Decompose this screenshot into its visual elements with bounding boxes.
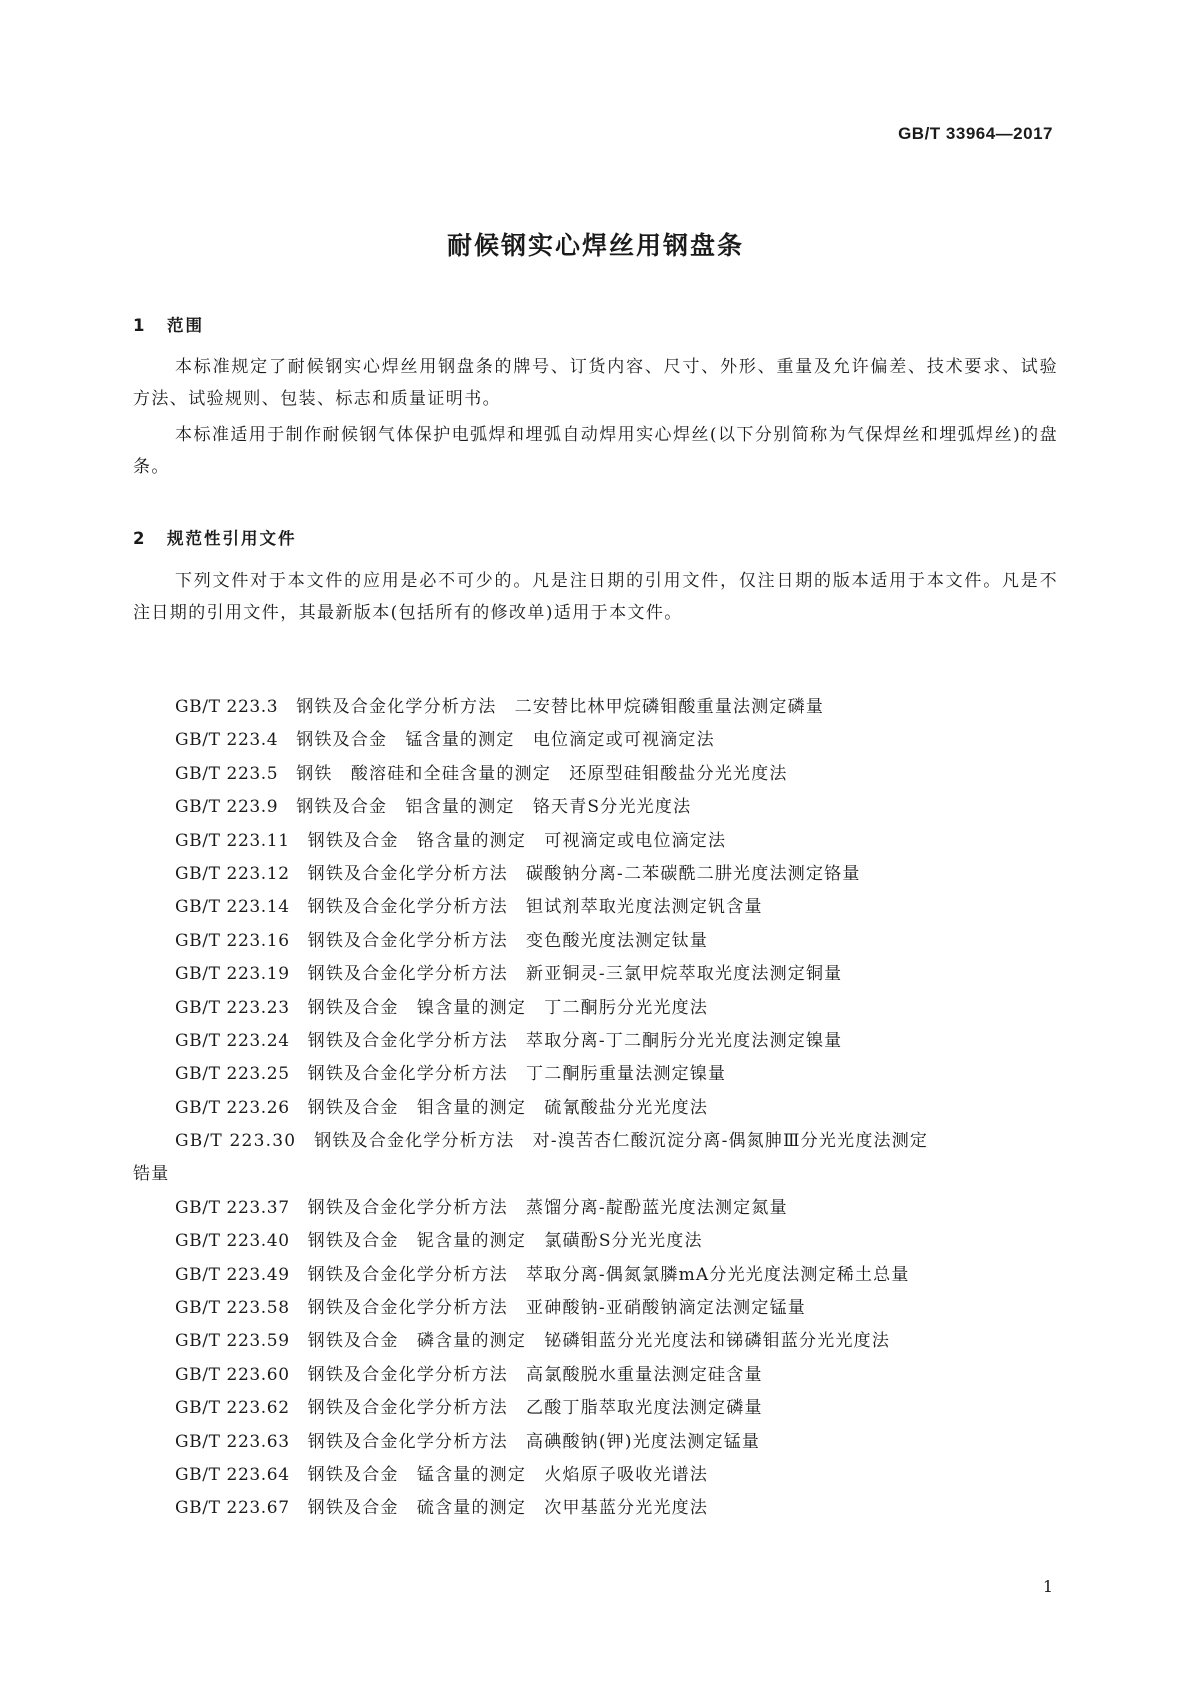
reference-code: GB/T 223.58 — [175, 1298, 290, 1319]
section-title: 规范性引用文件 — [167, 529, 297, 548]
reference-title: 钢铁及合金化学分析方法 萃取分离-偶氮氯膦mA分光光度法测定稀土总量 — [307, 1264, 910, 1285]
reference-code: GB/T 223.64 — [175, 1465, 290, 1486]
reference-item — [133, 992, 1058, 1025]
scope-paragraph-1: 本标准规定了耐候钢实心焊丝用钢盘条的牌号、订货内容、尺寸、外形、重量及允许偏差、技术要求、试验方法、试验规则、包装、标志和质量证明书。 — [133, 357, 1058, 409]
reference-title: 钢铁及合金化学分析方法 蒸馏分离-靛酚蓝光度法测定氮量 — [307, 1197, 788, 1218]
reference-code: GB/T 223.12 — [175, 863, 290, 884]
reference-title: 钢铁及合金 铬含量的测定 可视滴定或电位滴定法 — [307, 830, 727, 851]
reference-item — [133, 1092, 1058, 1125]
reference-item — [133, 1259, 1058, 1292]
reference-item — [133, 1225, 1058, 1258]
reference-item — [133, 1459, 1058, 1492]
reference-code: GB/T 223.30 — [175, 1131, 297, 1152]
reference-title: 钢铁及合金化学分析方法 新亚铜灵-三氯甲烷萃取光度法测定铜量 — [307, 964, 843, 985]
reference-title: 钢铁及合金 钼含量的测定 硫氰酸盐分光光度法 — [307, 1097, 709, 1118]
reference-item — [133, 1025, 1058, 1058]
reference-title: 钢铁及合金 铝含量的测定 铬天青S分光光度法 — [296, 797, 692, 818]
reference-item — [133, 1359, 1058, 1392]
reference-item — [133, 691, 1058, 724]
reference-title-line-2: 锆量 — [133, 1164, 170, 1185]
scope-paragraph-2: 本标准适用于制作耐候钢气体保护电弧焊和埋弧自动焊用实心焊丝(以下分别简称为气保焊丝和埋弧焊丝)的盘条。 — [133, 425, 1058, 477]
reference-code: GB/T 223.49 — [175, 1264, 290, 1285]
reference-item — [133, 1325, 1058, 1358]
section-number: 1 — [133, 316, 145, 335]
reference-title: 钢铁及合金 镍含量的测定 丁二酮肟分光光度法 — [307, 997, 709, 1018]
reference-code: GB/T 223.4 — [175, 730, 279, 751]
reference-code: GB/T 223.23 — [175, 997, 290, 1018]
reference-item — [133, 1426, 1058, 1459]
section-number: 2 — [133, 529, 145, 548]
reference-code: GB/T 223.11 — [175, 830, 290, 851]
reference-item — [133, 1492, 1058, 1525]
reference-code: GB/T 223.9 — [175, 797, 279, 818]
reference-title: 钢铁及合金 磷含量的测定 铋磷钼蓝分光光度法和锑磷钼蓝分光光度法 — [307, 1331, 891, 1352]
reference-title-line-1 — [175, 1125, 1058, 1158]
reference-title: 钢铁及合金化学分析方法 变色酸光度法测定钛量 — [307, 930, 709, 951]
reference-item — [133, 1192, 1058, 1225]
standard-number: GB/T 33964—2017 — [898, 124, 1053, 143]
reference-item — [133, 825, 1058, 858]
section-heading-scope — [133, 312, 204, 336]
reference-item — [133, 891, 1058, 924]
reference-item — [133, 758, 1058, 791]
reference-title: 钢铁及合金化学分析方法 钽试剂萃取光度法测定钒含量 — [307, 897, 763, 918]
reference-title: 钢铁及合金化学分析方法 碳酸钠分离-二苯碳酰二肼光度法测定铬量 — [307, 863, 861, 884]
reference-title: 钢铁及合金 铌含量的测定 氯磺酚S分光光度法 — [307, 1231, 703, 1252]
reference-code: GB/T 223.67 — [175, 1498, 290, 1519]
reference-code: GB/T 223.14 — [175, 897, 290, 918]
reference-code: GB/T 223.5 — [175, 763, 279, 784]
reference-title: 钢铁及合金化学分析方法 对-溴苦杏仁酸沉淀分离-偶氮胂Ⅲ分光光度法测定 — [314, 1131, 929, 1152]
reference-code: GB/T 223.63 — [175, 1431, 290, 1452]
reference-title: 钢铁 酸溶硅和全硅含量的测定 还原型硅钼酸盐分光光度法 — [296, 763, 788, 784]
reference-title: 钢铁及合金化学分析方法 丁二酮肟重量法测定镍量 — [307, 1064, 727, 1085]
reference-list — [133, 691, 1058, 1526]
reference-item — [133, 958, 1058, 991]
reference-item — [133, 1125, 1058, 1192]
reference-code: GB/T 223.26 — [175, 1097, 290, 1118]
reference-code: GB/T 223.3 — [175, 697, 279, 717]
reference-code: GB/T 223.62 — [175, 1398, 290, 1419]
reference-title: 钢铁及合金 锰含量的测定 火焰原子吸收光谱法 — [307, 1465, 709, 1486]
page-number: 1 — [1042, 1577, 1053, 1596]
reference-item — [133, 791, 1058, 824]
reference-title: 钢铁及合金化学分析方法 萃取分离-丁二酮肟分光光度法测定镍量 — [307, 1030, 843, 1051]
reference-item — [133, 858, 1058, 891]
reference-code: GB/T 223.16 — [175, 930, 290, 951]
reference-title: 钢铁及合金 硫含量的测定 次甲基蓝分光光度法 — [307, 1498, 709, 1519]
reference-item — [133, 1292, 1058, 1325]
reference-title: 钢铁及合金化学分析方法 高氯酸脱水重量法测定硅含量 — [307, 1364, 763, 1385]
references-intro-paragraph: 下列文件对于本文件的应用是必不可少的。凡是注日期的引用文件，仅注日期的版本适用于本文件。凡是不注日期的引用文件，其最新版本(包括所有的修改单)适用于本文件。 — [133, 571, 1058, 623]
reference-title: 钢铁及合金化学分析方法 二安替比林甲烷磷钼酸重量法测定磷量 — [296, 697, 825, 717]
reference-code: GB/T 223.60 — [175, 1364, 290, 1385]
reference-code: GB/T 223.24 — [175, 1030, 290, 1051]
reference-title: 钢铁及合金化学分析方法 乙酸丁脂萃取光度法测定磷量 — [307, 1398, 763, 1419]
document-title: 耐候钢实心焊丝用钢盘条 — [446, 231, 744, 260]
reference-title: 钢铁及合金化学分析方法 高碘酸钠(钾)光度法测定锰量 — [307, 1431, 761, 1452]
reference-code: GB/T 223.37 — [175, 1197, 290, 1218]
reference-title: 钢铁及合金化学分析方法 亚砷酸钠-亚硝酸钠滴定法测定锰量 — [307, 1298, 806, 1319]
reference-code: GB/T 223.25 — [175, 1064, 290, 1085]
section-title: 范围 — [167, 316, 204, 335]
reference-item — [133, 925, 1058, 958]
reference-title: 钢铁及合金 锰含量的测定 电位滴定或可视滴定法 — [296, 730, 715, 751]
reference-item — [133, 1392, 1058, 1425]
section-heading-normative-references — [133, 525, 297, 549]
reference-item — [133, 724, 1058, 757]
reference-code: GB/T 223.40 — [175, 1231, 290, 1252]
reference-code: GB/T 223.59 — [175, 1331, 290, 1352]
reference-code: GB/T 223.19 — [175, 964, 290, 985]
reference-item — [133, 1058, 1058, 1091]
